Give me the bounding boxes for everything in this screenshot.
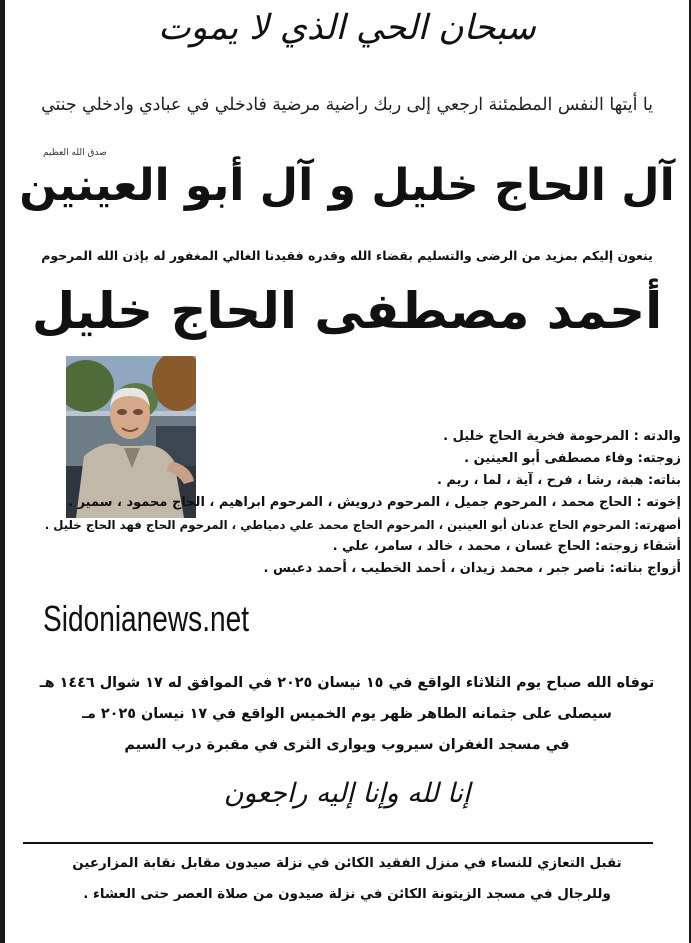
obituary-notice xyxy=(5,0,689,943)
divider xyxy=(23,842,653,844)
quran-verse: يا أيتها النفس المطمئنة ارجعي إلى ربك راضية مرضية فادخلي في عبادي وادخلي جنتي xyxy=(41,95,653,115)
relatives-daughters: بناته: هبة، رشا ، فرح ، آية ، لما ، ريم . xyxy=(436,473,681,488)
verse-attribution: صدق الله العظيم xyxy=(43,148,107,158)
condolences-info xyxy=(5,848,689,910)
relatives-in-laws: أصهرته: المرحوم الحاج عدنان أبو العينين ، المرحوم الحاج محمد علي دمياطي ، المرحوم الحاج فهد الحاج خليل . xyxy=(44,518,681,532)
condolences-women-line: تقبل التعازي للنساء في منزل الفقيد الكائن في نزلة صيدون مقابل نقابة المزارعين xyxy=(72,856,622,871)
relatives-sons-in-law: أزواج بناته: ناصر جبر ، محمد زيدان ، أحمد الخطيب ، أحمد دعبس . xyxy=(263,561,681,576)
funeral-prayer-line: سيصلى على جثمانه الطاهر ظهر يوم الخميس الواقع في ١٧ نيسان ٢٠٢٥ مـ xyxy=(82,706,612,722)
burial-location-line: في مسجد الغفران سيروب ويوارى الثرى في مقبرة درب السيم xyxy=(124,737,570,753)
announcement-text: ينعون إليكم بمزيد من الرضى والتسليم بقضاء الله وقدره فقيدنا الغالي المغفور له بإذن الله المرحوم xyxy=(41,248,653,263)
relatives-list xyxy=(31,426,681,580)
deceased-name: أحمد مصطفى الحاج خليل xyxy=(31,282,663,340)
death-details xyxy=(5,668,689,761)
site-watermark: Sidonianews.net xyxy=(43,598,250,639)
calligraphy-title: سبحان الحي الذي لا يموت xyxy=(158,8,536,48)
closing-calligraphy: إنا لله وإنا إليه راجعون xyxy=(223,778,471,809)
condolences-men-line: وللرجال في مسجد الزيتونة الكائن في نزلة صيدون من صلاة العصر حتى العشاء . xyxy=(83,887,611,902)
death-date-line: توفاه الله صباح يوم الثلاثاء الواقع في ١٥ نيسان ٢٠٢٥ في الموافق له ١٧ شوال ١٤٤٦ هـ xyxy=(39,675,655,691)
families-heading: آل الحاج خليل و آل أبو العينين xyxy=(19,160,675,211)
relatives-brothers: إخوته : الحاج محمد ، المرحوم جميل ، المرحوم درويش ، المرحوم ابراهيم ، الحاج محمود ، سمير . xyxy=(68,495,681,510)
relatives-mother: والدته : المرحومة فخرية الحاج خليل . xyxy=(443,429,681,444)
relatives-wife-brothers: أشقاء زوجته: الحاج غسان ، محمد ، خالد ، سامر، علي . xyxy=(332,539,681,554)
relatives-wife: زوجته: وفاء مصطفى أبو العينين . xyxy=(464,451,681,466)
